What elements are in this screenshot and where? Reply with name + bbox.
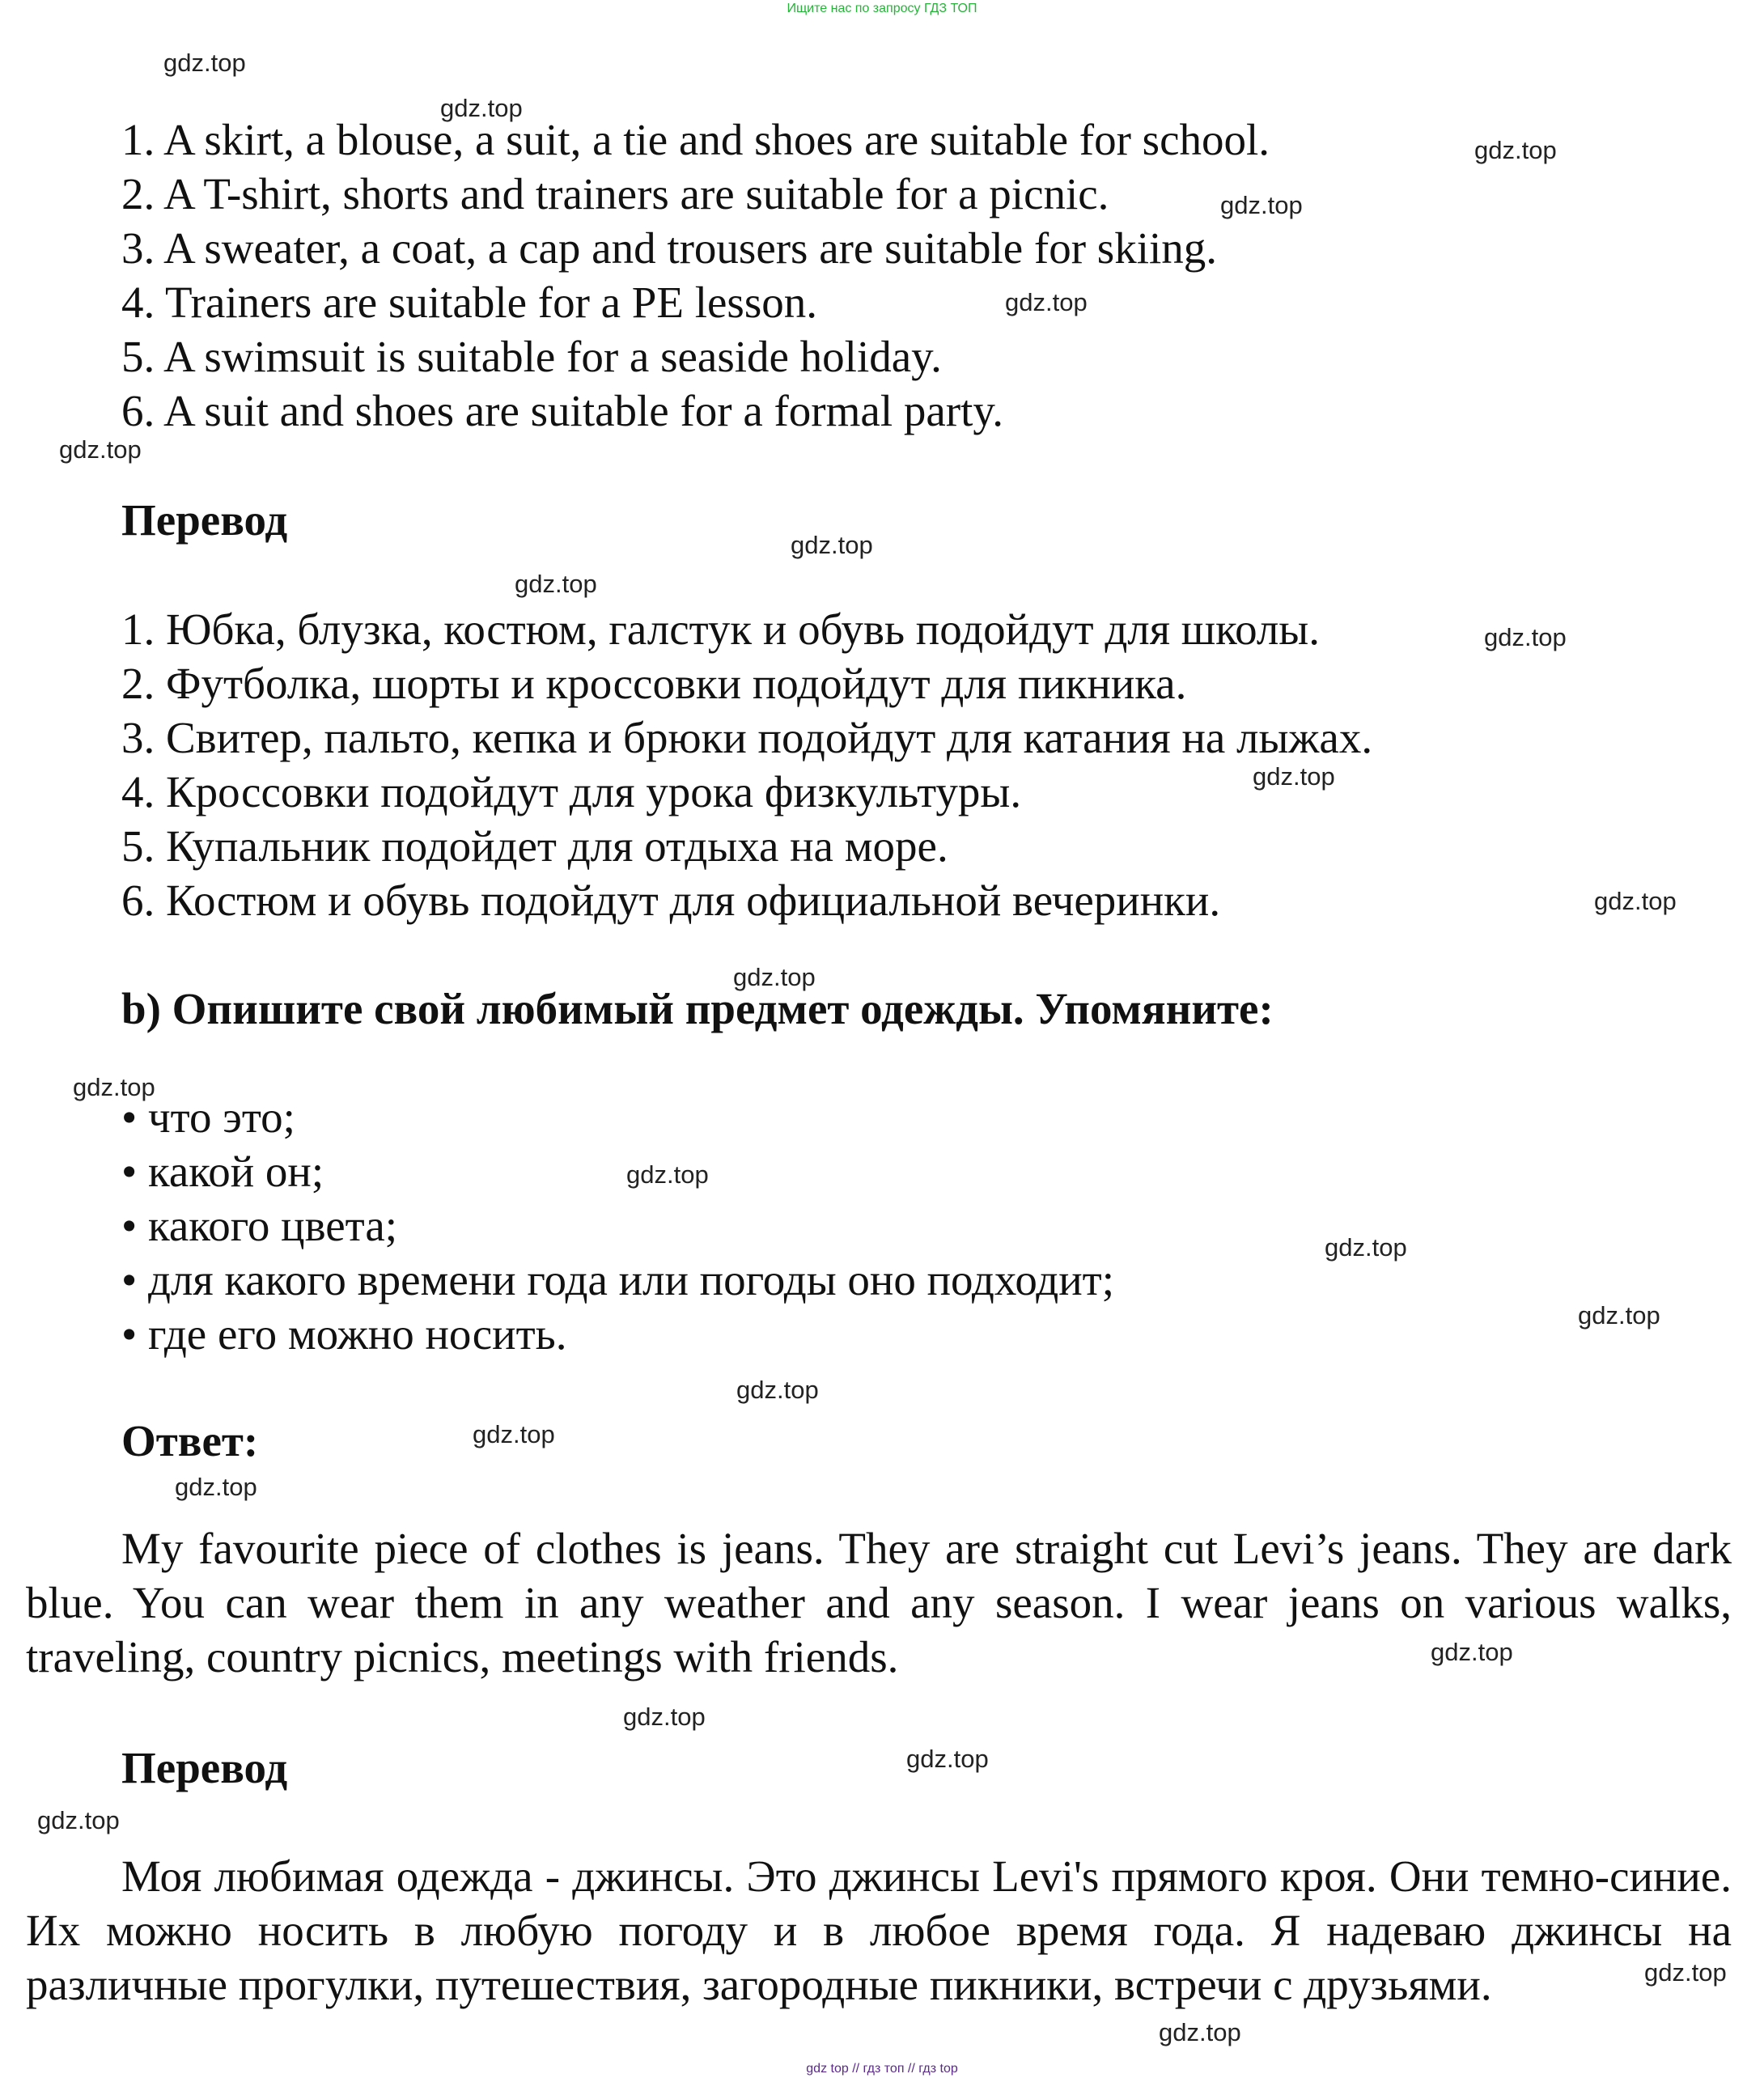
watermark: gdz.top [1253,762,1335,791]
english-item-5: 5. A swimsuit is suitable for a seaside holiday. [121,332,942,381]
translation-heading: Перевод [121,495,288,545]
task-b-bullet-1: • что это; [121,1092,295,1142]
task-b-heading: b) Опишите свой любимый предмет одежды. Упомяните: [121,984,1274,1033]
watermark: gdz.top [59,435,142,464]
russian-item-5: 5. Купальник подойдет для отдыха на море. [121,821,948,871]
russian-item-4: 4. Кроссовки подойдут для урока физкультуры. [121,767,1022,816]
english-item-2: 2. A T-shirt, shorts and trainers are suitable for a picnic. [121,169,1109,218]
russian-item-3: 3. Свитер, пальто, кепка и брюки подойдут для катания на лыжах. [121,713,1373,762]
task-b-bullet-4: • для какого времени года или погоды оно подходит; [121,1255,1114,1304]
watermark: gdz.top [1005,288,1088,316]
answer-translation: Моя любимая одежда - джинсы. Это джинсы Levi's прямого кроя. Они темно-синие. Их можно носить в любую погоду и в любое время года. Я надеваю джинсы на различные прогулки, путешествия, загородные пикники, встречи с друзьями. [26,1851,1732,2009]
watermark: gdz.top [1159,2018,1241,2046]
task-b-bullet-5: • где его можно носить. [121,1309,567,1359]
bottom-banner: gdz top // гдз топ // гдз top [806,2062,958,2076]
top-banner: Ищите нас по запросу ГДЗ ТОП [787,2,977,15]
watermark: gdz.top [1578,1301,1660,1329]
watermark: gdz.top [736,1376,819,1404]
watermark: gdz.top [626,1160,709,1189]
task-b-bullet-3: • какого цвета; [121,1201,398,1250]
english-item-3: 3. A sweater, a coat, a cap and trousers are suitable for skiing. [121,223,1217,273]
watermark: gdz.top [1220,191,1303,219]
russian-item-1: 1. Юбка, блузка, костюм, галстук и обувь подойдут для школы. [121,604,1320,654]
watermark: gdz.top [1431,1638,1513,1666]
watermark: gdz.top [623,1703,706,1731]
watermark: gdz.top [1484,623,1567,651]
watermark: gdz.top [175,1473,257,1501]
watermark: gdz.top [37,1806,120,1834]
watermark: gdz.top [733,963,816,991]
russian-item-2: 2. Футболка, шорты и кроссовки подойдут для пикника. [121,659,1187,708]
answer-text: My favourite piece of clothes is jeans. They are straight cut Levi’s jeans. They are dark blue. You can wear them in any weather and any season. I wear jeans on various walks, traveling, country picnics, meetings with friends. [26,1524,1732,1681]
watermark: gdz.top [1594,887,1677,915]
russian-item-6: 6. Костюм и обувь подойдут для официальной вечеринки. [121,876,1221,925]
answer-heading: Ответ: [121,1416,259,1465]
watermark: gdz.top [473,1420,555,1448]
english-item-1: 1. A skirt, a blouse, a suit, a tie and shoes are suitable for school. [121,115,1270,164]
english-item-6: 6. A suit and shoes are suitable for a formal party. [121,386,1004,435]
watermark: gdz.top [1644,1958,1727,1987]
watermark: gdz.top [1474,136,1557,164]
watermark: gdz.top [1325,1233,1407,1262]
watermark: gdz.top [906,1745,989,1773]
translation-heading-2: Перевод [121,1743,288,1792]
watermark: gdz.top [791,531,873,559]
watermark: gdz.top [515,570,597,598]
watermark: gdz.top [163,49,246,77]
task-b-bullet-2: • какой он; [121,1147,324,1196]
english-item-4: 4. Trainers are suitable for a PE lesson. [121,278,817,327]
watermark: gdz.top [440,94,523,122]
watermark: gdz.top [73,1073,155,1101]
